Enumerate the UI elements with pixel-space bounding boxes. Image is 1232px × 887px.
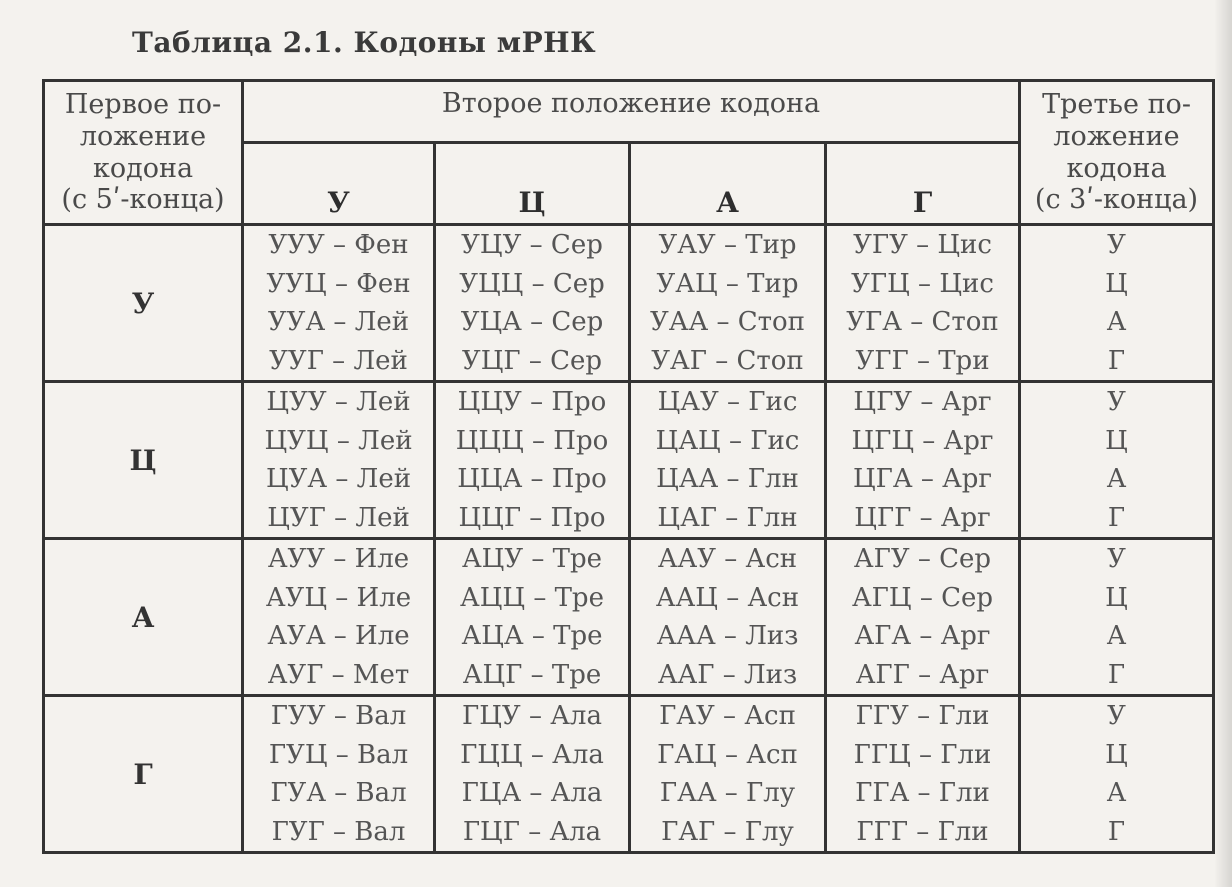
codon-table — [42, 79, 1215, 854]
codon-entry: АГГ – Арг — [855, 659, 990, 690]
codon-cell — [435, 225, 630, 382]
third-base-entry: Ц — [1105, 582, 1128, 613]
third-base-entry: У — [1107, 230, 1126, 260]
codon-entry: ГГА – Гли — [855, 778, 990, 808]
third-position-line: кодона — [1066, 152, 1167, 184]
third-base-entry: А — [1106, 778, 1127, 808]
third-position-line: Третье по- — [1042, 88, 1191, 120]
page-edge-shadow — [1214, 0, 1232, 887]
codon-entry: ГАЦ – Асп — [657, 739, 798, 770]
first-base-cell: У — [44, 225, 243, 382]
codon-entry: ЦЦГ – Про — [458, 502, 606, 533]
first-position-header — [44, 81, 243, 225]
codon-entry: УЦГ – Сер — [461, 345, 603, 376]
codon-entry: ЦЦЦ – Про — [455, 425, 609, 456]
third-position-line: ложение — [1053, 120, 1180, 152]
codon-entry: ГАГ – Глу — [661, 816, 794, 847]
codon-entry: ААЦ – Асн — [655, 582, 800, 613]
third-position-line: (с 3ʹ-конца) — [1034, 184, 1199, 216]
second-base-header: А — [630, 143, 826, 225]
third-base-entry: Ц — [1105, 739, 1128, 770]
codon-entry: ЦУА – Лей — [265, 464, 412, 494]
third-base-entry: У — [1107, 544, 1126, 574]
codon-entry: ЦГГ – Арг — [854, 502, 991, 533]
third-base-entry: А — [1106, 621, 1127, 651]
codon-entry: ГГГ – Гли — [856, 816, 989, 847]
codon-entry: АГА – Арг — [854, 621, 991, 651]
codon-entry: УУА – Лей — [267, 307, 410, 337]
codon-cell — [630, 382, 826, 539]
codon-cell — [630, 225, 826, 382]
codon-entry: УГЦ – Цис — [851, 268, 994, 299]
codon-entry: ЦАЦ – Гис — [655, 425, 800, 456]
codon-entry: ГАА – Глу — [659, 778, 796, 808]
third-base-entry: Г — [1107, 659, 1126, 690]
first-position-line: Первое по- — [64, 88, 222, 120]
codon-cell — [435, 696, 630, 853]
third-base-cell — [1020, 696, 1214, 853]
codon-entry: УУУ – Фен — [268, 230, 409, 260]
codon-entry: АГЦ – Сер — [851, 582, 994, 613]
codon-cell — [826, 225, 1020, 382]
codon-entry: ЦАУ – Гис — [657, 387, 798, 417]
codon-entry: ЦГА – Арг — [852, 464, 993, 494]
codon-entry: УЦУ – Сер — [461, 230, 603, 260]
second-base-header: У — [243, 143, 435, 225]
codon-entry: УАУ – Тир — [658, 230, 797, 260]
first-position-line: кодона — [92, 152, 194, 184]
third-base-cell — [1020, 382, 1214, 539]
third-base-entry: Г — [1107, 345, 1126, 376]
third-position-header — [1020, 81, 1214, 225]
codon-entry: ГУГ – Вал — [271, 816, 406, 847]
codon-entry: АУЦ – Иле — [265, 582, 412, 613]
first-base-cell: Г — [44, 696, 243, 853]
third-base-entry: У — [1107, 387, 1126, 417]
third-base-entry: Ц — [1105, 268, 1128, 299]
codon-entry: УУЦ – Фен — [266, 268, 411, 299]
codon-entry: ЦЦА – Про — [457, 464, 607, 494]
codon-entry: УЦА – Сер — [460, 307, 604, 337]
table-row — [44, 696, 1214, 853]
third-base-entry: У — [1107, 701, 1126, 731]
codon-entry: УАГ – Стоп — [651, 345, 804, 376]
third-base-entry: Г — [1107, 502, 1126, 533]
codon-entry: УГА – Стоп — [846, 307, 999, 337]
table-caption: Таблица 2.1. Кодоны мРНК — [132, 26, 597, 59]
codon-entry: ЦАА – Глн — [656, 464, 799, 494]
codon-entry: УЦЦ – Сер — [459, 268, 605, 299]
codon-entry: АУА – Иле — [267, 621, 410, 651]
first-position-line: (с 5ʹ-конца) — [61, 184, 225, 216]
codon-entry: АЦУ – Тре — [461, 544, 603, 574]
codon-entry: ГЦЦ – Ала — [460, 739, 604, 770]
codon-entry: ГЦГ – Ала — [462, 816, 602, 847]
codon-entry: ГЦУ – Ала — [462, 701, 602, 731]
codon-entry: ГУУ – Вал — [270, 701, 407, 731]
codon-cell — [243, 382, 435, 539]
third-base-entry: Ц — [1105, 425, 1128, 456]
codon-cell — [826, 696, 1020, 853]
codon-cell — [243, 225, 435, 382]
codon-entry: УГГ – Три — [855, 345, 990, 376]
codon-cell — [826, 539, 1020, 696]
table-row — [44, 225, 1214, 382]
codon-entry: АЦЦ – Тре — [460, 582, 604, 613]
codon-entry: АЦА – Тре — [461, 621, 603, 651]
codon-cell — [243, 539, 435, 696]
codon-cell — [435, 539, 630, 696]
codon-entry: УУГ – Лей — [269, 345, 408, 376]
third-base-entry: А — [1106, 307, 1127, 337]
codon-entry: УАА – Стоп — [650, 307, 805, 337]
codon-entry: АГУ – Сер — [853, 544, 992, 574]
table-row — [44, 382, 1214, 539]
codon-entry: ГГУ – Гли — [855, 701, 990, 731]
codon-entry: УГУ – Цис — [853, 230, 992, 260]
third-base-cell — [1020, 539, 1214, 696]
codon-entry: АЦГ – Тре — [462, 659, 602, 690]
codon-entry: ААУ – Асн — [657, 544, 798, 574]
codon-entry: ЦГУ – Арг — [853, 387, 992, 417]
codon-cell — [435, 382, 630, 539]
codon-cell — [826, 382, 1020, 539]
second-position-header: Второе положение кодона — [243, 81, 1020, 143]
codon-entry: АУУ – Иле — [267, 544, 410, 574]
first-base-cell: А — [44, 539, 243, 696]
codon-cell — [630, 539, 826, 696]
codon-entry: ЦУУ – Лей — [266, 387, 411, 417]
third-base-entry: А — [1106, 464, 1127, 494]
codon-cell — [243, 696, 435, 853]
table-row — [44, 539, 1214, 696]
first-base-cell: Ц — [44, 382, 243, 539]
codon-entry: ГУЦ – Вал — [268, 739, 409, 770]
codon-table-body — [44, 225, 1214, 853]
codon-entry: ЦУГ – Лей — [267, 502, 410, 533]
codon-entry: ГУА – Вал — [270, 778, 407, 808]
codon-entry: ГЦА – Ала — [461, 778, 603, 808]
codon-entry: ГГЦ – Гли — [853, 739, 992, 770]
codon-entry: АУГ – Мет — [267, 659, 410, 690]
codon-cell — [630, 696, 826, 853]
codon-entry: ЦГЦ – Арг — [851, 425, 994, 456]
first-position-line: ложение — [79, 120, 207, 152]
codon-entry: УАЦ – Тир — [656, 268, 799, 299]
codon-entry: ЦУЦ – Лей — [264, 425, 413, 456]
third-base-entry: Г — [1107, 816, 1126, 847]
codon-entry: ААГ – Лиз — [657, 659, 798, 690]
second-base-header: Г — [826, 143, 1020, 225]
codon-entry: ГАУ – Асп — [659, 701, 796, 731]
second-base-header: Ц — [435, 143, 630, 225]
codon-entry: ЦАГ – Глн — [657, 502, 798, 533]
codon-entry: ЦЦУ – Про — [457, 387, 607, 417]
codon-entry: ААА – Лиз — [656, 621, 799, 651]
third-base-cell — [1020, 225, 1214, 382]
